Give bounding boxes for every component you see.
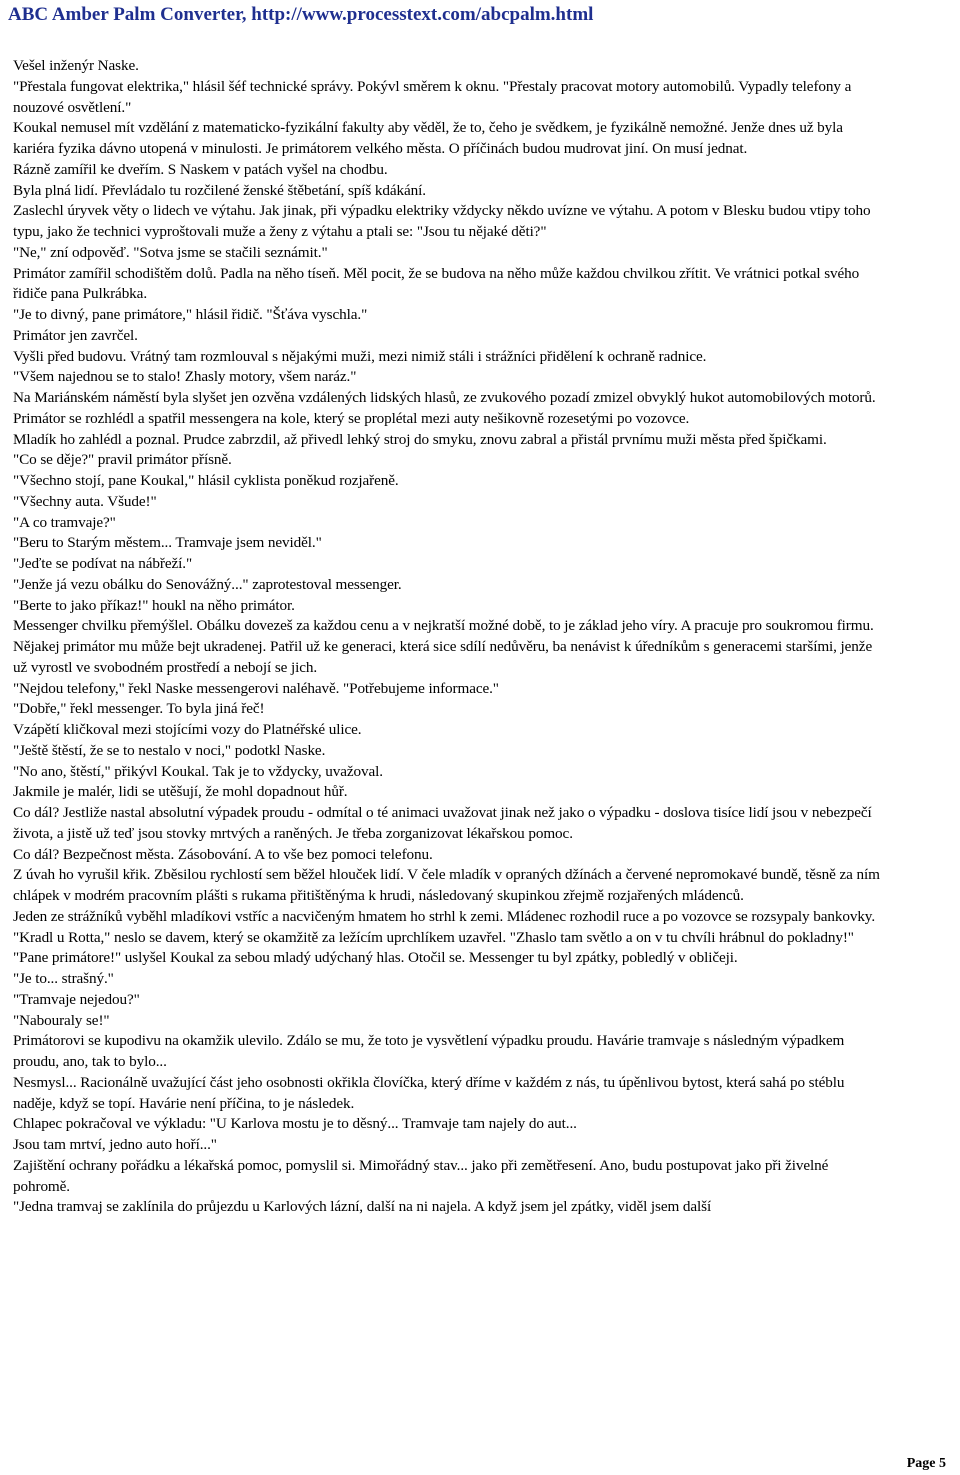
paragraph: "Ne," zní odpověď. "Sotva jsme se stačili seznámit." <box>13 243 328 261</box>
paragraph: Vzápětí kličkoval mezi stojícími vozy do Platnéřské ulice. <box>13 721 362 738</box>
paragraph: "Nabouraly se!" <box>13 1011 110 1029</box>
paragraph: "Tramvaje nejedou?" <box>13 990 140 1008</box>
paragraph: Zaslechl úryvek věty o lidech ve výtahu. Jak jinak, při výpadku elektriky vždycky někdo uvízne ve výtahu. A potom v Blesku budou vtipy toho typu, jako že technici vyproštovali muže a ženy z výtahu a ptali se: "Jsou tu nějaké děti?" <box>13 202 871 240</box>
paragraph: Mladík ho zahlédl a poznal. Prudce zabrzdil, až přivedl lehký stroj do smyku, znovu zabral a přistál prvnímu muži města před špičkami. <box>13 430 827 448</box>
paragraph: Rázně zamířil ke dveřím. S Naskem v patách vyšel na chodbu. <box>13 160 388 178</box>
paragraph: Primátor zamířil schodištěm dolů. Padla na něho tíseň. Měl pocit, že se budova na něho může každou chvilkou zřítit. Ve vrátnici potkal svého řidiče pana Pulkrábka. <box>13 264 860 303</box>
paragraph: "No ano, štěstí," přikývl Koukal. Tak je to vždycky, uvažoval. <box>13 762 383 780</box>
paragraph: Jeden ze strážníků vyběhl mladíkovi vstříc a nacvičeným hmatem ho strhl k zemi. Mládenec rozhodil ruce a po vozovce se rozsypaly bankovky. <box>13 907 876 925</box>
paragraph: Z úvah ho vyrušil křik. Zběsilou rychlostí sem běžel hlouček lidí. V čele mladík v opraných džínách a červené nepromokavé bundě, těsně za ním chlápek v modrém pracovním plášti s rukama přitištěnýma k hrudi, následovaný skupinkou zřejmě rozjařených mládenců. <box>13 866 880 904</box>
paragraph: "Všechno stojí, pane Koukal," hlásil cyklista poněkud rozjařeně. <box>13 472 399 489</box>
paragraph: Koukal nemusel mít vzdělání z matematicko-fyzikální fakulty aby věděl, že to, čeho je svědkem, je fyzikálně nemožné. Jenže dnes už byla kariéra fyzika dávno utopená v minulosti. Je primátorem velkého města. O příčinách budou mudrovat jiní. On musí jednat. <box>13 119 843 157</box>
paragraph: Jsou tam mrtví, jedno auto hoří..." <box>13 1136 217 1153</box>
paragraph: "Kradl u Rotta," neslo se davem, který se okamžitě za ležícím uprchlíkem uzavřel. "Zhaslo tam světlo a on v tu chvíli hrábnul do pokladny!" <box>13 928 854 946</box>
paragraph: "Je to... strašný." <box>13 970 114 987</box>
paragraph: "Je to divný, pane primátore," hlásil řidič. "Šťáva vyschla." <box>13 306 368 323</box>
paragraph: Nesmysl... Racionálně uvažující část jeho osobnosti okřikla človíčka, který dříme v každém z nás, tu úpěnlivou bytost, která sahá po stéblu naděje, když se topí. Havárie není příčina, to je následek. <box>13 1073 845 1112</box>
paragraph: Co dál? Jestliže nastal absolutní výpadek proudu - odmítal o té animaci uvažovat jinak než jako o výpadku - doslova tisíce lidí jsou v nebezpečí života, a jistě už teď jsou stovky mrtvých a raněných. Je třeba zorganizovat lékařskou pomoc. <box>13 804 872 842</box>
paragraph: Vešel inženýr Naske. <box>13 57 139 74</box>
paragraph: Primátor jen zavrčel. <box>13 326 138 344</box>
paragraph: Chlapec pokračoval ve výkladu: "U Karlova mostu je to děsný... Tramvaje tam najely do aut... <box>13 1115 577 1133</box>
paragraph: "Pane primátore!" uslyšel Koukal za sebou mladý udýchaný hlas. Otočil se. Messenger tu byl zpátky, pobledlý v obličeji. <box>13 949 738 967</box>
document-body <box>13 56 883 1218</box>
paragraph: "Všechny auta. Všude!" <box>13 492 157 510</box>
paragraph: "Dobře," řekl messenger. To byla jiná řeč! <box>13 700 265 718</box>
paragraph: "Ještě štěstí, že se to nestalo v noci," podotkl Naske. <box>13 741 326 759</box>
paragraph: Co dál? Bezpečnost města. Zásobování. A to vše bez pomoci telefonu. <box>13 845 433 863</box>
page-number: Page 5 <box>906 1456 946 1471</box>
paragraph: "Jenže já vezu obálku do Senovážný..." zaprotestoval messenger. <box>13 575 402 593</box>
paragraph: "Přestala fungovat elektrika," hlásil šéf technické správy. Pokývl směrem k oknu. "Přestaly pracovat motory automobilů. Vypadly telefony a nouzové osvětlení." <box>13 77 852 116</box>
paragraph: "Všem najednou se to stalo! Zhasly motory, všem naráz." <box>13 368 357 386</box>
paragraph: Messenger chvilku přemýšlel. Obálku dovezeš za každou cenu a v nejkratší možné době, to je základ jeho víry. A pracuje pro soukromou firmu. Nějakej primátor mu může bejt ukradenej. Patřil už ke generaci, která sice sdílí nedůvěru, ba nenávist k úředníkům s generacemi staršími, jenže už vyrostl ve svobodném prostředí a nebojí se jich. <box>13 617 874 676</box>
paragraph: Zajištění ochrany pořádku a lékařská pomoc, pomyslil si. Mimořádný stav... jako při zemětřesení. Ano, budu postupovat jako při živelné pohromě. <box>13 1156 829 1195</box>
paragraph: Primátor se rozhlédl a spatřil messengera na kole, který se proplétal mezi auty nešikovně rozesetými po vozovce. <box>13 409 690 427</box>
converter-header: ABC Amber Palm Converter, http://www.processtext.com/abcpalm.html <box>8 4 594 25</box>
paragraph: "Co se děje?" pravil primátor přísně. <box>13 451 232 469</box>
paragraph: "Jeďte se podívat na nábřeží." <box>13 555 193 572</box>
paragraph: "Berte to jako příkaz!" houkl na něho primátor. <box>13 596 295 614</box>
paragraph: Primátorovi se kupodivu na okamžik ulevilo. Zdálo se mu, že toto je vysvětlení výpadku proudu. Havárie tramvaje s následným výpadkem proudu, ano, tak to bylo... <box>13 1032 845 1070</box>
paragraph: "A co tramvaje?" <box>13 513 116 531</box>
paragraph: "Nejdou telefony," řekl Naske messengerovi naléhavě. "Potřebujeme informace." <box>13 679 499 697</box>
paragraph: Na Mariánském náměstí byla slyšet jen ozvěna vzdálených lidských hlasů, ze zvukového pozadí zmizel obvyklý hukot automobilových motorů. <box>13 389 876 406</box>
paragraph: "Beru to Starým městem... Tramvaje jsem neviděl." <box>13 534 322 552</box>
paragraph: "Jedna tramvaj se zaklínila do průjezdu u Karlových lázní, další na ni najela. A když jsem jel zpátky, viděl jsem další <box>13 1198 712 1216</box>
paragraph: Byla plná lidí. Převládalo tu rozčilené ženské štěbetání, spíš kdákání. <box>13 181 426 199</box>
paragraph: Vyšli před budovu. Vrátný tam rozmlouval s nějakými muži, mezi nimiž stáli i strážníci přidělení k ochraně radnice. <box>13 347 707 365</box>
paragraph: Jakmile je malér, lidi se utěšují, že mohl dopadnout hůř. <box>13 783 348 801</box>
